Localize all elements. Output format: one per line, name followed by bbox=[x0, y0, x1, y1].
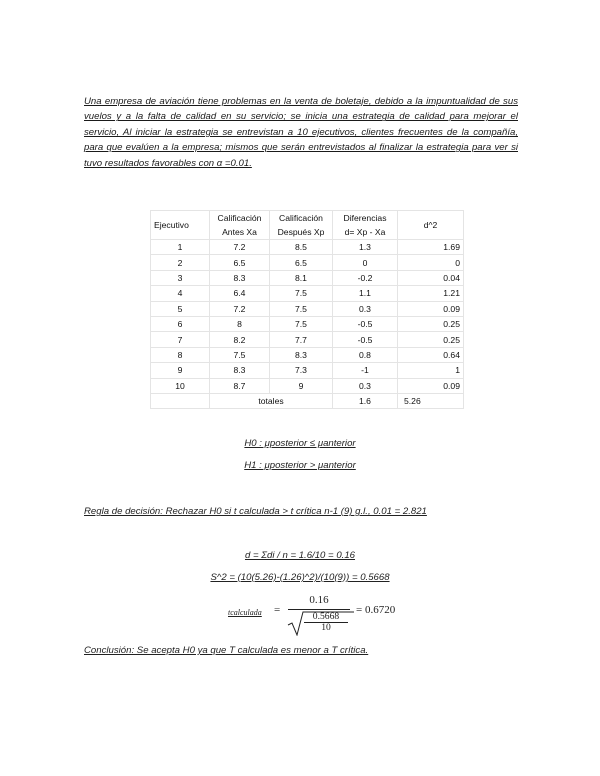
table-row bbox=[151, 378, 464, 393]
cell-diferencia: 0.8 bbox=[333, 347, 398, 362]
variance-formula: S^2 = (10(5.26)-(1.26)^2)/(10(9)) = 0.5668 bbox=[210, 572, 390, 583]
table-header-row bbox=[151, 211, 464, 240]
table-row bbox=[151, 363, 464, 378]
cell-despues: 7.5 bbox=[270, 301, 333, 316]
t-calc-label: tcalculada bbox=[228, 608, 262, 617]
header-despues-line2: Después Xp bbox=[277, 227, 325, 237]
cell-d2: 1 bbox=[398, 363, 464, 378]
data-table bbox=[150, 210, 464, 409]
cell-ejecutivo: 7 bbox=[151, 332, 210, 347]
table-row bbox=[151, 240, 464, 255]
cell-ejecutivo: 5 bbox=[151, 301, 210, 316]
cell-ejecutivo: 6 bbox=[151, 316, 210, 331]
cell-antes: 6.4 bbox=[210, 286, 270, 301]
cell-ejecutivo: 1 bbox=[151, 240, 210, 255]
cell-antes: 8.7 bbox=[210, 378, 270, 393]
t-calculated-formula bbox=[228, 594, 396, 638]
t-calc-equals: = bbox=[274, 604, 281, 616]
cell-d2: 0.04 bbox=[398, 270, 464, 285]
cell-d2: 0.25 bbox=[398, 332, 464, 347]
null-hypothesis: H0 : μposterior ≤ μanterior bbox=[244, 438, 356, 449]
cell-despues: 7.5 bbox=[270, 316, 333, 331]
table-row bbox=[151, 316, 464, 331]
cell-ejecutivo: 9 bbox=[151, 363, 210, 378]
cell-despues: 7.7 bbox=[270, 332, 333, 347]
cell-ejecutivo: 10 bbox=[151, 378, 210, 393]
cell-antes: 7.2 bbox=[210, 301, 270, 316]
alternative-hypothesis: H1 : μposterior > μanterior bbox=[244, 460, 356, 471]
cell-d2: 0.09 bbox=[398, 301, 464, 316]
total-d2: 5.26 bbox=[398, 393, 464, 408]
radicand-numerator: 0.5668 bbox=[312, 611, 340, 622]
header-ejecutivo: Ejecutivo bbox=[151, 211, 210, 240]
totals-empty bbox=[151, 393, 210, 408]
t-calc-result: = 0.6720 bbox=[356, 604, 396, 616]
decision-rule: Regla de decisión: Rechazar H0 si t calculada > t crítica n-1 (9) g.l., 0.01 = 2.821 bbox=[84, 506, 427, 517]
header-antes bbox=[210, 211, 270, 240]
header-dif-line2: d= Xp - Xa bbox=[344, 227, 386, 237]
cell-diferencia: -0.2 bbox=[333, 270, 398, 285]
cell-diferencia: 1.1 bbox=[333, 286, 398, 301]
header-dif-line1: Diferencias bbox=[343, 213, 387, 223]
header-despues bbox=[270, 211, 333, 240]
cell-diferencia: 1.3 bbox=[333, 240, 398, 255]
cell-despues: 8.5 bbox=[270, 240, 333, 255]
cell-diferencia: 0.3 bbox=[333, 378, 398, 393]
cell-antes: 7.2 bbox=[210, 240, 270, 255]
totals-label: totales bbox=[210, 393, 333, 408]
cell-despues: 8.3 bbox=[270, 347, 333, 362]
cell-diferencia: 0.3 bbox=[333, 301, 398, 316]
cell-despues: 7.3 bbox=[270, 363, 333, 378]
cell-ejecutivo: 3 bbox=[151, 270, 210, 285]
cell-antes: 8 bbox=[210, 316, 270, 331]
cell-d2: 0.09 bbox=[398, 378, 464, 393]
totals-row bbox=[151, 393, 464, 408]
total-diferencias: 1.6 bbox=[333, 393, 398, 408]
header-antes-line1: Calificación bbox=[217, 213, 262, 223]
header-despues-line1: Calificación bbox=[279, 213, 323, 223]
cell-d2: 1.21 bbox=[398, 286, 464, 301]
table-row bbox=[151, 301, 464, 316]
cell-d2: 0.64 bbox=[398, 347, 464, 362]
cell-antes: 8.2 bbox=[210, 332, 270, 347]
cell-d2: 0.25 bbox=[398, 316, 464, 331]
mean-difference-formula: d = Σdi / n = 1.6/10 = 0.16 bbox=[244, 550, 356, 561]
conclusion: Conclusión: Se acepta H0 ya que T calculada es menor a T crítica. bbox=[84, 645, 369, 656]
table-row bbox=[151, 286, 464, 301]
cell-d2: 0 bbox=[398, 255, 464, 270]
cell-despues: 6.5 bbox=[270, 255, 333, 270]
cell-antes: 6.5 bbox=[210, 255, 270, 270]
table-row bbox=[151, 255, 464, 270]
header-antes-line2: Antes Xa bbox=[222, 227, 257, 237]
cell-despues: 9 bbox=[270, 378, 333, 393]
problem-statement: Una empresa de aviación tiene problemas en la venta de boletaje, debido a la impuntualidad de sus vuelos y a la falta de calidad en su servicio; se inicia una estrategia de calidad para mejorar el servicio, Al iniciar la estrategia se entrevistan a 10 ejecutivos, clientes frecuentes de la compañía, para que evalúen a la empresa; mismos que serán entrevistados al finalizar la estrategia para ver si tuvo resultados favorables con α =0.01. bbox=[84, 96, 518, 169]
radicand-denominator: 10 bbox=[321, 622, 331, 633]
cell-despues: 7.5 bbox=[270, 286, 333, 301]
cell-ejecutivo: 4 bbox=[151, 286, 210, 301]
table-row bbox=[151, 270, 464, 285]
cell-ejecutivo: 2 bbox=[151, 255, 210, 270]
cell-ejecutivo: 8 bbox=[151, 347, 210, 362]
cell-antes: 8.3 bbox=[210, 270, 270, 285]
cell-diferencia: -1 bbox=[333, 363, 398, 378]
table-row bbox=[151, 332, 464, 347]
cell-antes: 7.5 bbox=[210, 347, 270, 362]
cell-antes: 8.3 bbox=[210, 363, 270, 378]
cell-diferencia: -0.5 bbox=[333, 316, 398, 331]
t-calc-numerator: 0.16 bbox=[309, 594, 329, 606]
cell-despues: 8.1 bbox=[270, 270, 333, 285]
header-diferencias bbox=[333, 211, 398, 240]
cell-diferencia: -0.5 bbox=[333, 332, 398, 347]
table-row bbox=[151, 347, 464, 362]
header-d2: d^2 bbox=[398, 211, 464, 240]
cell-d2: 1.69 bbox=[398, 240, 464, 255]
cell-diferencia: 0 bbox=[333, 255, 398, 270]
